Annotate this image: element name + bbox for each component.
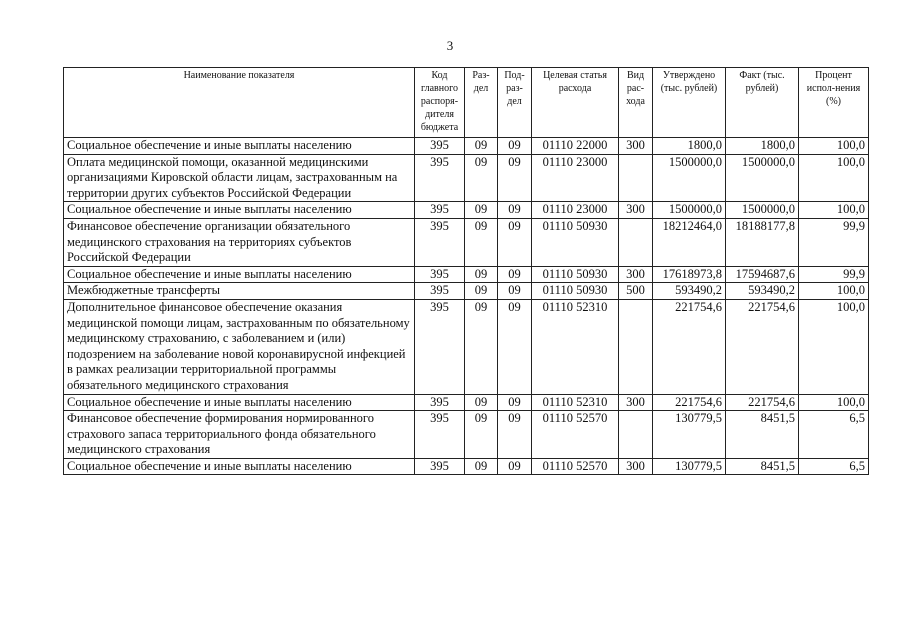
cell-type — [619, 299, 653, 394]
cell-fact: 8451,5 — [726, 411, 799, 459]
cell-subsection: 09 — [498, 138, 532, 155]
cell-approved: 221754,6 — [653, 299, 726, 394]
cell-name: Финансовое обеспечение формирования нормированного страхового запаса территориального фонда обязательного медицинского страхования — [64, 411, 415, 459]
cell-percent: 100,0 — [799, 154, 869, 202]
cell-subsection: 09 — [498, 283, 532, 300]
cell-percent: 100,0 — [799, 299, 869, 394]
cell-name: Социальное обеспечение и иные выплаты населению — [64, 138, 415, 155]
cell-section: 09 — [465, 299, 498, 394]
header-subsection: Под-раз-дел — [498, 68, 532, 138]
cell-name: Финансовое обеспечение организации обязательного медицинского страхования на территориях субъектов Российской Федерации — [64, 218, 415, 266]
cell-approved: 1800,0 — [653, 138, 726, 155]
cell-approved: 18212464,0 — [653, 218, 726, 266]
cell-code: 395 — [415, 266, 465, 283]
cell-code: 395 — [415, 138, 465, 155]
cell-code: 395 — [415, 154, 465, 202]
cell-fact: 221754,6 — [726, 299, 799, 394]
cell-fact: 1500000,0 — [726, 202, 799, 219]
cell-subsection: 09 — [498, 218, 532, 266]
table-row — [64, 458, 869, 475]
cell-target: 01110 23000 — [532, 202, 619, 219]
header-name: Наименование показателя — [64, 68, 415, 138]
cell-approved: 130779,5 — [653, 458, 726, 475]
cell-percent: 99,9 — [799, 266, 869, 283]
header-approved: Утверждено (тыс. рублей) — [653, 68, 726, 138]
cell-type: 300 — [619, 458, 653, 475]
table-row — [64, 283, 869, 300]
cell-section: 09 — [465, 394, 498, 411]
header-code: Код главного распоря-дителя бюджета — [415, 68, 465, 138]
header-target: Целевая статья расхода — [532, 68, 619, 138]
cell-approved: 221754,6 — [653, 394, 726, 411]
table-row — [64, 138, 869, 155]
cell-section: 09 — [465, 154, 498, 202]
cell-name: Оплата медицинской помощи, оказанной медицинскими организациями Кировской области лицам, застрахованным на территории других субъектов Российской Федерации — [64, 154, 415, 202]
cell-target: 01110 22000 — [532, 138, 619, 155]
cell-section: 09 — [465, 138, 498, 155]
cell-subsection: 09 — [498, 458, 532, 475]
cell-type: 300 — [619, 394, 653, 411]
cell-percent: 100,0 — [799, 202, 869, 219]
cell-target: 01110 50930 — [532, 266, 619, 283]
table-row — [64, 154, 869, 202]
cell-fact: 593490,2 — [726, 283, 799, 300]
cell-type: 500 — [619, 283, 653, 300]
cell-subsection: 09 — [498, 299, 532, 394]
cell-name: Социальное обеспечение и иные выплаты населению — [64, 394, 415, 411]
cell-type — [619, 218, 653, 266]
cell-type — [619, 154, 653, 202]
cell-type: 300 — [619, 202, 653, 219]
cell-approved: 1500000,0 — [653, 154, 726, 202]
cell-code: 395 — [415, 394, 465, 411]
table-row — [64, 394, 869, 411]
budget-execution-table — [63, 67, 869, 475]
cell-code: 395 — [415, 411, 465, 459]
page-number: 3 — [446, 38, 454, 53]
cell-subsection: 09 — [498, 202, 532, 219]
cell-code: 395 — [415, 202, 465, 219]
cell-name: Социальное обеспечение и иные выплаты населению — [64, 202, 415, 219]
cell-subsection: 09 — [498, 411, 532, 459]
cell-name: Социальное обеспечение и иные выплаты населению — [64, 458, 415, 475]
cell-target: 01110 52570 — [532, 458, 619, 475]
table-body — [64, 138, 869, 475]
table-row — [64, 202, 869, 219]
cell-fact: 1800,0 — [726, 138, 799, 155]
header-fact: Факт (тыс. рублей) — [726, 68, 799, 138]
cell-target: 01110 23000 — [532, 154, 619, 202]
cell-fact: 8451,5 — [726, 458, 799, 475]
cell-code: 395 — [415, 458, 465, 475]
cell-approved: 1500000,0 — [653, 202, 726, 219]
cell-percent: 100,0 — [799, 283, 869, 300]
header-type: Вид рас-хода — [619, 68, 653, 138]
table-row — [64, 266, 869, 283]
cell-percent: 6,5 — [799, 458, 869, 475]
cell-approved: 130779,5 — [653, 411, 726, 459]
cell-name: Социальное обеспечение и иные выплаты населению — [64, 266, 415, 283]
table-row — [64, 218, 869, 266]
cell-percent: 100,0 — [799, 138, 869, 155]
cell-type — [619, 411, 653, 459]
cell-approved: 17618973,8 — [653, 266, 726, 283]
cell-target: 01110 52310 — [532, 394, 619, 411]
cell-target: 01110 52310 — [532, 299, 619, 394]
cell-fact: 18188177,8 — [726, 218, 799, 266]
cell-percent: 100,0 — [799, 394, 869, 411]
cell-section: 09 — [465, 266, 498, 283]
cell-name: Дополнительное финансовое обеспечение оказания медицинской помощи лицам, застрахованным по обязательному медицинскому страхованию, с заболеванием и (или) подозрением на заболевание новой коронавирусной инфекцией в рамках реализации территориальной программы обязательного медицинского страхования — [64, 299, 415, 394]
cell-code: 395 — [415, 299, 465, 394]
cell-section: 09 — [465, 202, 498, 219]
cell-section: 09 — [465, 458, 498, 475]
table-header — [64, 68, 869, 138]
header-percent: Процент испол-нения (%) — [799, 68, 869, 138]
cell-subsection: 09 — [498, 394, 532, 411]
cell-subsection: 09 — [498, 266, 532, 283]
cell-code: 395 — [415, 218, 465, 266]
cell-code: 395 — [415, 283, 465, 300]
cell-subsection: 09 — [498, 154, 532, 202]
cell-percent: 99,9 — [799, 218, 869, 266]
cell-section: 09 — [465, 283, 498, 300]
table-row — [64, 299, 869, 394]
cell-fact: 221754,6 — [726, 394, 799, 411]
cell-type: 300 — [619, 138, 653, 155]
cell-section: 09 — [465, 411, 498, 459]
cell-type: 300 — [619, 266, 653, 283]
header-section: Раз-дел — [465, 68, 498, 138]
cell-section: 09 — [465, 218, 498, 266]
cell-fact: 17594687,6 — [726, 266, 799, 283]
table-row — [64, 411, 869, 459]
cell-percent: 6,5 — [799, 411, 869, 459]
cell-target: 01110 52570 — [532, 411, 619, 459]
cell-target: 01110 50930 — [532, 218, 619, 266]
cell-fact: 1500000,0 — [726, 154, 799, 202]
cell-name: Межбюджетные трансферты — [64, 283, 415, 300]
cell-approved: 593490,2 — [653, 283, 726, 300]
cell-target: 01110 50930 — [532, 283, 619, 300]
